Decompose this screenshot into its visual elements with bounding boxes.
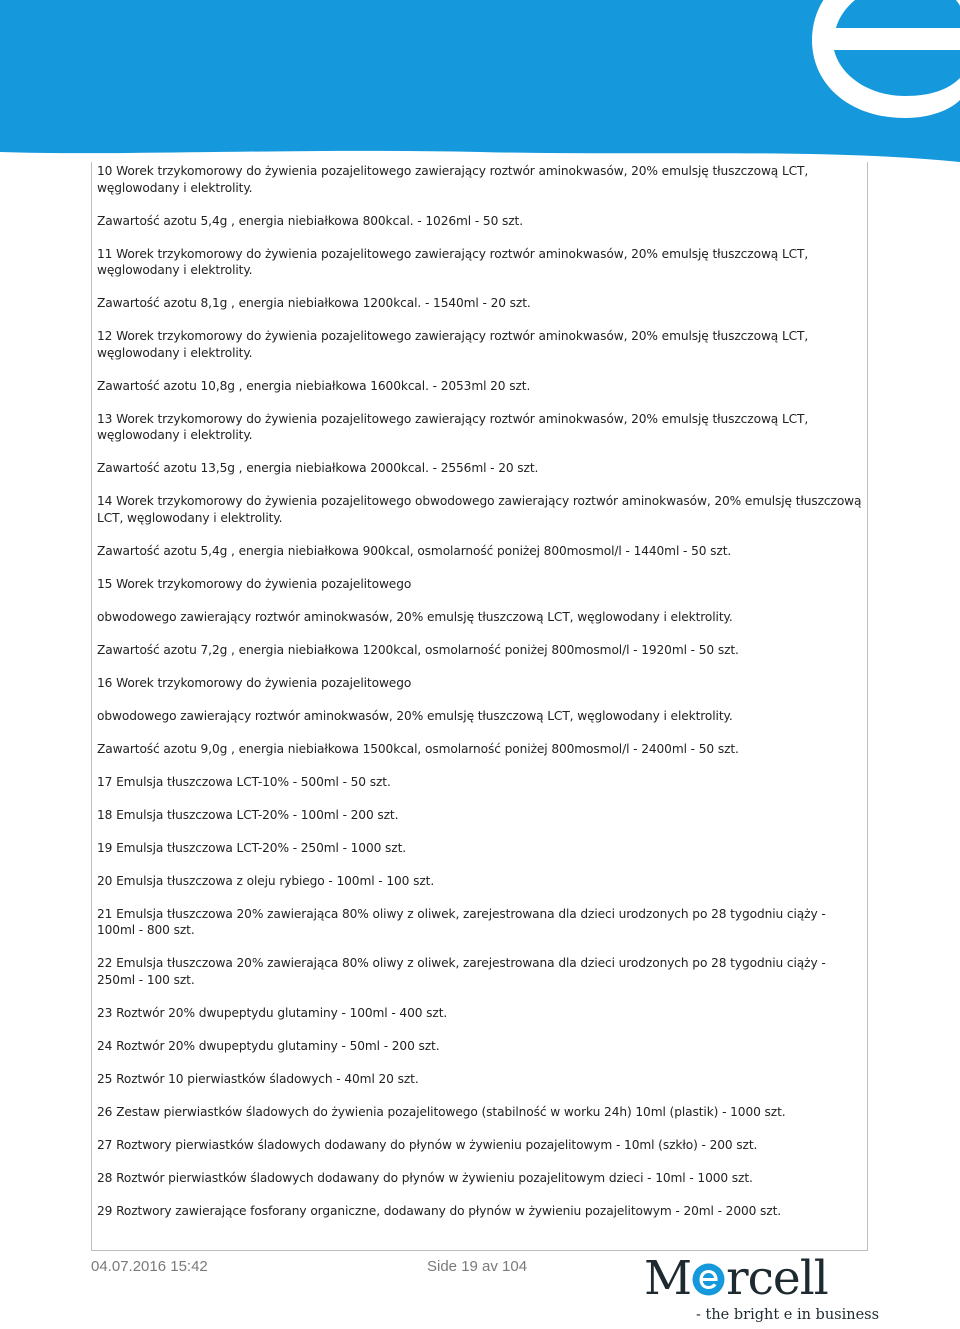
paragraph: 14 Worek trzykomorowy do żywienia pozajelitowego obwodowego zawierający roztwór aminokwasów, 20% emulsję tłuszczową LCT, węglowodany i elektrolity. xyxy=(97,494,862,525)
paragraph: 15 Worek trzykomorowy do żywienia pozajelitowego xyxy=(97,576,412,591)
paragraph: Zawartość azotu 5,4g , energia niebiałkowa 800kcal. - 1026ml - 50 szt. xyxy=(97,213,523,228)
paragraph: 21 Emulsja tłuszczowa 20% zawierająca 80% oliwy z oliwek, zarejestrowana dla dzieci urodzonych po 28 tygodniu ciąży - 100ml - 800 szt. xyxy=(97,906,826,937)
paragraph: Zawartość azotu 13,5g , energia niebiałkowa 2000kcal. - 2556ml - 20 szt. xyxy=(97,461,539,475)
paragraph: 19 Emulsja tłuszczowa LCT-20% - 250ml - 1000 szt. xyxy=(97,840,407,855)
e-logo-icon xyxy=(692,1255,725,1288)
document-body xyxy=(97,163,863,1236)
logo-word-end: rcell xyxy=(726,1251,828,1306)
paragraph: Zawartość azotu 5,4g , energia niebiałkowa 900kcal, osmolarność poniżej 800mosmol/l - 1440ml - 50 szt. xyxy=(97,543,732,558)
paragraph: 12 Worek trzykomorowy do żywienia pozajelitowego zawierający roztwór aminokwasów, 20% emulsję tłuszczową LCT, węglowodany i elektrolity. xyxy=(97,329,809,360)
paragraph: Zawartość azotu 9,0g , energia niebiałkowa 1500kcal, osmolarność poniżej 800mosmol/l - 2400ml - 50 szt. xyxy=(97,741,739,756)
header-band-graphic xyxy=(0,0,960,162)
paragraph: 22 Emulsja tłuszczowa 20% zawierająca 80% oliwy z oliwek, zarejestrowana dla dzieci urodzonych po 28 tygodniu ciąży - 250ml - 100 szt. xyxy=(97,956,826,987)
paragraph: obwodowego zawierający roztwór aminokwasów, 20% emulsję tłuszczową LCT, węglowodany i elektrolity. xyxy=(97,609,733,624)
frame-line-left xyxy=(91,162,92,1250)
frame-line-right xyxy=(867,162,868,1250)
footer-date: 04.07.2016 15:42 xyxy=(91,1258,208,1275)
paragraph: 26 Zestaw pierwiastków śladowych do żywienia pozajelitowego (stabilność w worku 24h) 10ml (plastik) - 1000 szt. xyxy=(97,1104,786,1119)
header-band xyxy=(0,0,960,162)
paragraph: 16 Worek trzykomorowy do żywienia pozajelitowego xyxy=(97,675,412,690)
logo-word-start: M xyxy=(644,1251,692,1306)
paragraph: obwodowego zawierający roztwór aminokwasów, 20% emulsję tłuszczową LCT, węglowodany i elektrolity. xyxy=(97,708,733,723)
logo-tagline: - the bright e in business xyxy=(696,1307,880,1323)
paragraph: 27 Roztwory pierwiastków śladowych dodawany do płynów w żywieniu pozajelitowym - 10ml (szkło) - 200 szt. xyxy=(97,1137,758,1152)
paragraph: Zawartość azotu 10,8g , energia niebiałkowa 1600kcal. - 2053ml 20 szt. xyxy=(97,378,531,393)
paragraph: 23 Roztwór 20% dwupeptydu glutaminy - 100ml - 400 szt. xyxy=(97,1005,448,1020)
paragraph: 29 Roztwory zawierające fosforany organiczne, dodawany do płynów w żywieniu pozajelitowym - 20ml - 2000 szt. xyxy=(97,1203,782,1218)
paragraph: 11 Worek trzykomorowy do żywienia pozajelitowego zawierający roztwór aminokwasów, 20% emulsję tłuszczową LCT, węglowodany i elektrolity. xyxy=(97,246,809,277)
paragraph: 13 Worek trzykomorowy do żywienia pozajelitowego zawierający roztwór aminokwasów, 20% emulsję tłuszczową LCT, węglowodany i elektrolity. xyxy=(97,411,809,442)
paragraph: 10 Worek trzykomorowy do żywienia pozajelitowego zawierający roztwór aminokwasów, 20% emulsję tłuszczową LCT, węglowodany i elektrolity. xyxy=(97,164,809,195)
paragraph: 17 Emulsja tłuszczowa LCT-10% - 500ml - 50 szt. xyxy=(97,774,391,789)
logo-wordmark xyxy=(644,1253,828,1305)
paragraph: 20 Emulsja tłuszczowa z oleju rybiego - 100ml - 100 szt. xyxy=(97,873,435,888)
company-logo xyxy=(644,1251,880,1329)
paragraph: Zawartość azotu 8,1g , energia niebiałkowa 1200kcal. - 1540ml - 20 szt. xyxy=(97,296,531,310)
paragraph: 28 Roztwór pierwiastków śladowych dodawany do płynów w żywieniu pozajelitowym dzieci - 10ml - 1000 szt. xyxy=(97,1170,753,1185)
paragraph: 18 Emulsja tłuszczowa LCT-20% - 100ml - 200 szt. xyxy=(97,807,399,822)
paragraph: 25 Roztwór 10 pierwiastków śladowych - 40ml 20 szt. xyxy=(97,1071,419,1086)
footer-page-number: Side 19 av 104 xyxy=(427,1258,528,1275)
paragraph: Zawartość azotu 7,2g , energia niebiałkowa 1200kcal, osmolarność poniżej 800mosmol/l - 1920ml - 50 szt. xyxy=(97,642,739,657)
paragraph: 24 Roztwór 20% dwupeptydu glutaminy - 50ml - 200 szt. xyxy=(97,1038,440,1053)
